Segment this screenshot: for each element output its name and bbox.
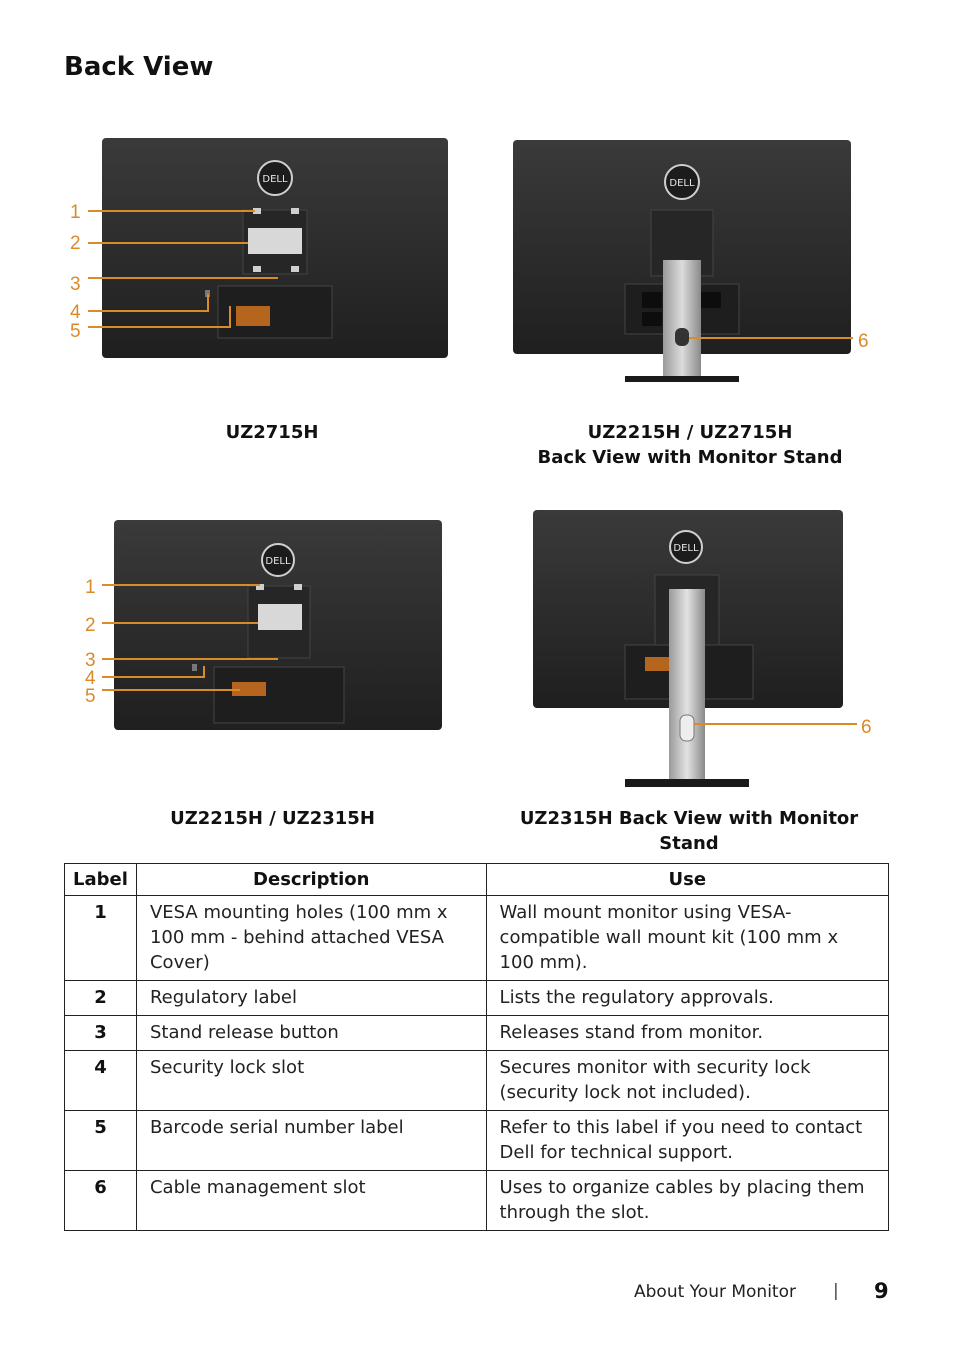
row-label: 3 bbox=[65, 1016, 137, 1051]
stand-neck bbox=[663, 260, 701, 378]
callout-6: 6 bbox=[858, 331, 869, 352]
row-label: 6 bbox=[65, 1171, 137, 1231]
dell-logo-text: DELL bbox=[262, 174, 288, 185]
row-label: 1 bbox=[65, 896, 137, 981]
caption-stand-uz2215h-uz2715h bbox=[520, 420, 860, 470]
callout-2: 2 bbox=[85, 615, 96, 636]
row-description: Stand release button bbox=[136, 1016, 486, 1051]
page-number: 9 bbox=[874, 1279, 889, 1303]
barcode-label bbox=[236, 306, 270, 326]
vesa-hole bbox=[294, 584, 302, 590]
page-title: Back View bbox=[64, 52, 214, 82]
row-description: Barcode serial number label bbox=[136, 1111, 486, 1171]
stand-base bbox=[625, 376, 739, 382]
dell-logo-text: DELL bbox=[669, 178, 695, 189]
dell-logo-text: DELL bbox=[265, 556, 291, 567]
figure-uz2215h-uz2315h bbox=[80, 512, 450, 742]
port bbox=[701, 292, 721, 308]
table-row bbox=[65, 1111, 889, 1171]
monitor-stand-back-illustration bbox=[505, 130, 885, 390]
header-label: Label bbox=[65, 864, 137, 896]
dell-logo-text: DELL bbox=[673, 543, 699, 554]
caption-uz2715h bbox=[172, 420, 372, 445]
caption-text: UZ2215H / UZ2315H bbox=[170, 808, 375, 829]
vesa-hole bbox=[291, 208, 299, 214]
back-view-table bbox=[64, 863, 889, 1231]
caption-uz2215h-uz2315h bbox=[150, 806, 395, 831]
stand-base bbox=[625, 779, 749, 787]
row-description: Cable management slot bbox=[136, 1171, 486, 1231]
caption-stand-uz2315h bbox=[494, 806, 884, 856]
row-label: 4 bbox=[65, 1051, 137, 1111]
footer-separator: | bbox=[833, 1281, 839, 1301]
row-description: VESA mounting holes (100 mm x 100 mm - behind attached VESA Cover) bbox=[136, 896, 486, 981]
table-row bbox=[65, 1051, 889, 1111]
figure-stand-uz2315h bbox=[525, 505, 885, 795]
cable-management-slot bbox=[675, 328, 689, 346]
table-row bbox=[65, 981, 889, 1016]
row-label: 2 bbox=[65, 981, 137, 1016]
table-row bbox=[65, 1171, 889, 1231]
caption-text: UZ2715H bbox=[225, 422, 319, 443]
port bbox=[642, 312, 662, 326]
footer-section-title: About Your Monitor bbox=[634, 1282, 796, 1302]
caption-line-1: UZ2215H / UZ2715H bbox=[587, 422, 793, 443]
row-label: 5 bbox=[65, 1111, 137, 1171]
table-row bbox=[65, 1016, 889, 1051]
callout-2: 2 bbox=[70, 233, 81, 254]
callout-1: 1 bbox=[70, 202, 81, 223]
figure-uz2715h bbox=[60, 130, 460, 370]
callout-4: 4 bbox=[85, 668, 96, 689]
header-use: Use bbox=[486, 864, 888, 896]
row-use: Lists the regulatory approvals. bbox=[486, 981, 888, 1016]
caption-text: UZ2315H Back View with Monitor Stand bbox=[519, 808, 859, 854]
figure-stand-uz2215h-uz2715h bbox=[505, 130, 885, 390]
row-use: Releases stand from monitor. bbox=[486, 1016, 888, 1051]
io-panel bbox=[218, 286, 332, 338]
table-row bbox=[65, 896, 889, 981]
stand-neck bbox=[669, 589, 705, 781]
callout-6: 6 bbox=[861, 717, 872, 738]
callout-5: 5 bbox=[70, 321, 81, 342]
monitor-back-illustration bbox=[80, 512, 450, 742]
row-use: Uses to organize cables by placing them through the slot. bbox=[486, 1171, 888, 1231]
table-header-row bbox=[65, 864, 889, 896]
callout-4: 4 bbox=[70, 302, 81, 323]
vesa-hole bbox=[291, 266, 299, 272]
callout-3: 3 bbox=[85, 650, 96, 671]
row-description: Security lock slot bbox=[136, 1051, 486, 1111]
row-use: Refer to this label if you need to contact Dell for technical support. bbox=[486, 1111, 888, 1171]
port bbox=[642, 292, 662, 308]
security-lock-slot bbox=[192, 664, 197, 671]
row-use: Secures monitor with security lock (security lock not included). bbox=[486, 1051, 888, 1111]
cable-management-slot bbox=[680, 715, 694, 741]
vesa-hole bbox=[253, 266, 261, 272]
header-description: Description bbox=[136, 864, 486, 896]
regulatory-label bbox=[248, 228, 302, 254]
regulatory-label bbox=[258, 604, 302, 630]
row-description: Regulatory label bbox=[136, 981, 486, 1016]
callout-1: 1 bbox=[85, 577, 96, 598]
callout-3: 3 bbox=[70, 274, 81, 295]
monitor-stand-back-illustration bbox=[525, 505, 885, 795]
callout-5: 5 bbox=[85, 686, 96, 707]
row-use: Wall mount monitor using VESA-compatible wall mount kit (100 mm x 100 mm). bbox=[486, 896, 888, 981]
caption-line-2: Back View with Monitor Stand bbox=[537, 447, 843, 468]
monitor-back-illustration bbox=[60, 130, 460, 370]
